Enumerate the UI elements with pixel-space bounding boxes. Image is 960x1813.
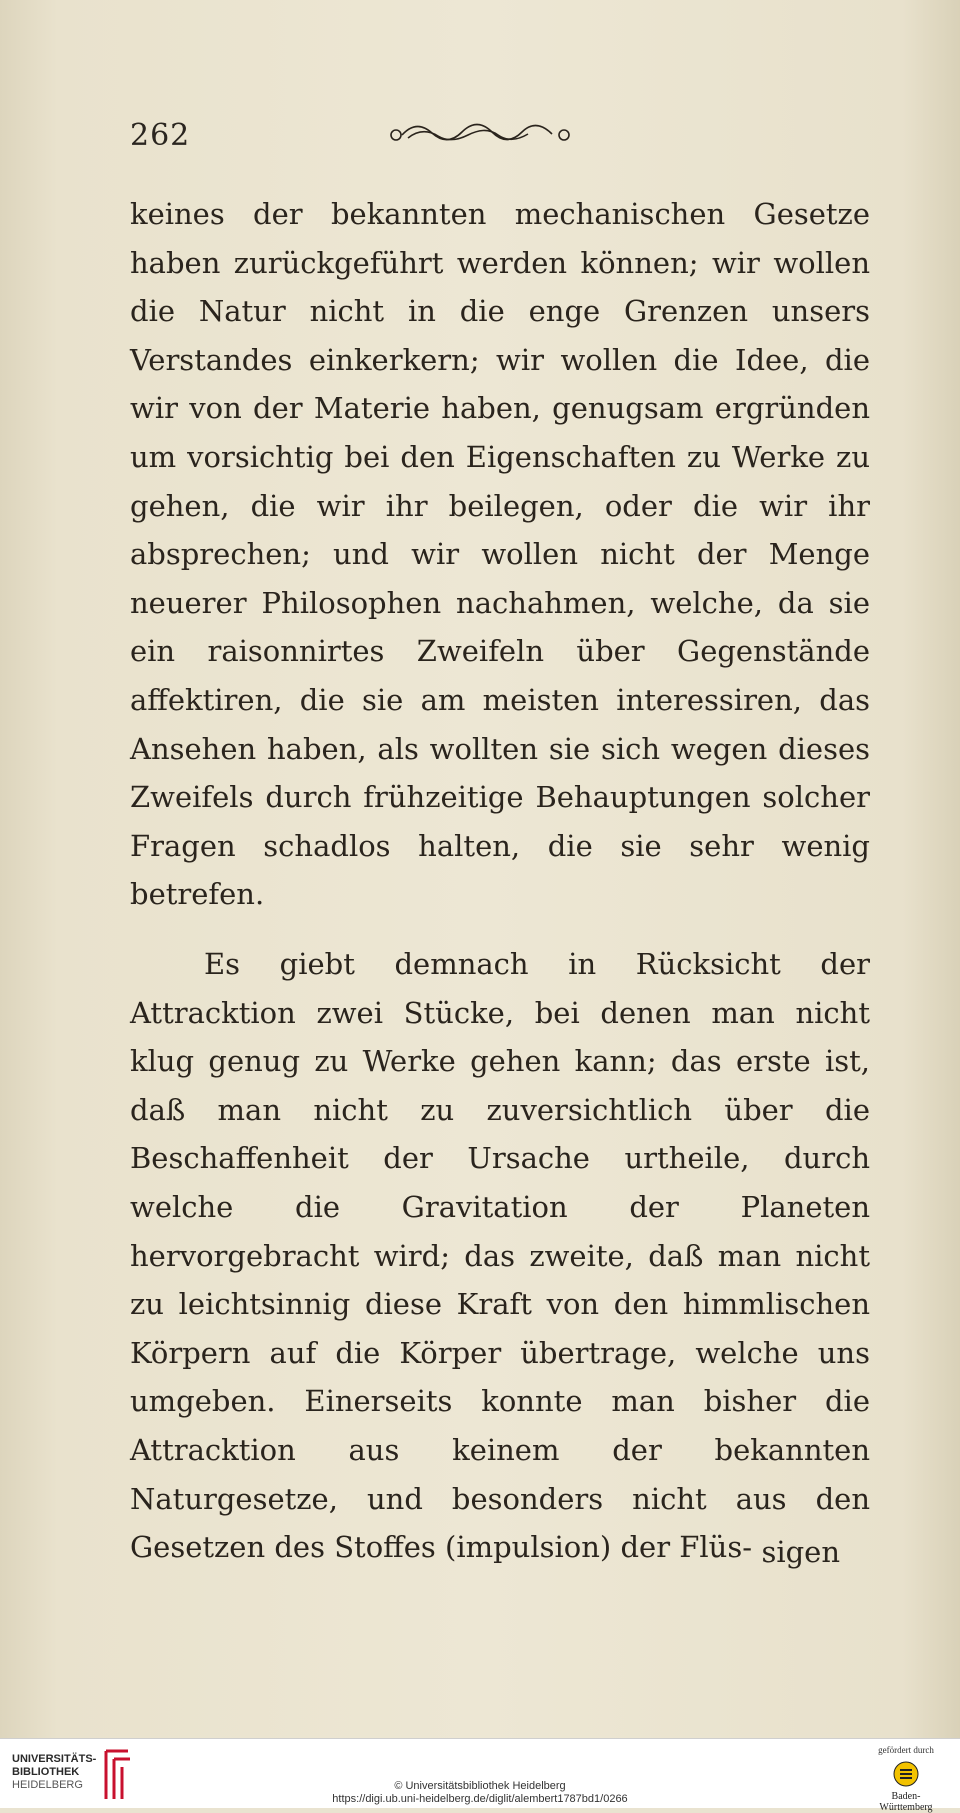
paragraph-1: keines der bekannten mechanischen Gesetze haben zurückgeführt werden können; wir wollen die Natur nicht in die enge Grenzen unsers Verstandes einkerkern; wir wollen die Idee, die wir von der Materie haben, genugsam ergründen um vorsichtig bei den Eigenschaften zu Werke zu gehen, die wir ihr beilegen, oder die wir ihr absprechen; und wir wollen nicht der Menge neuerer Philosophen nachahmen, welche, da sie ein raisonnirtes Zweifeln über Gegenstände affektiren, die sie am meisten interessiren, das Ansehen haben, als wollten sie sich wegen dieses Zweifels durch frühzeitige Behauptungen solcher Fragen schadlos halten, die sie sehr wenig betrefen. [130, 197, 870, 912]
catchword: sigen [761, 1535, 840, 1569]
library-name-line2: BIBLIOTHEK [12, 1766, 80, 1778]
paragraph-2: Es giebt demnach in Rücksicht der Attracktion zwei Stücke, bei denen man nicht klug genug zu Werke gehen kann; das erste ist, daß man nicht zu zuversichtlich über die Beschaffenheit der Ursache urtheile, durch welche die Gravitation der Planeten hervorgebracht wird; das zweite, daß man nicht zu leichtsinnig diese Kraft von den himmlischen Körpern auf die Körper übertrage, welche uns umgeben. Einerseits konnte man bisher die Attracktion aus keinem der bekannten Naturgesetze, und besonders nicht aus den Gesetzen des Stoffes (impulsion) der Flüs- [130, 947, 870, 1565]
sponsor-block[interactable] [866, 1745, 946, 1813]
library-name-line1: UNIVERSITÄTS- [12, 1753, 97, 1765]
permalink-url[interactable]: https://digi.ub.uni-heidelberg.de/diglit/alembert1787bd1/0266 [332, 1793, 628, 1805]
sponsor-label: gefördert durch [878, 1745, 934, 1755]
copyright-text: © Universitätsbibliothek Heidelberg [394, 1780, 566, 1792]
page-number: 262 [130, 118, 191, 153]
footer-bar [0, 1738, 960, 1813]
state-crest-icon [893, 1761, 919, 1787]
ornament-icon [388, 120, 572, 146]
library-name-line3: HEIDELBERG [12, 1779, 83, 1791]
sponsor-name: Baden-Württemberg [879, 1791, 933, 1813]
